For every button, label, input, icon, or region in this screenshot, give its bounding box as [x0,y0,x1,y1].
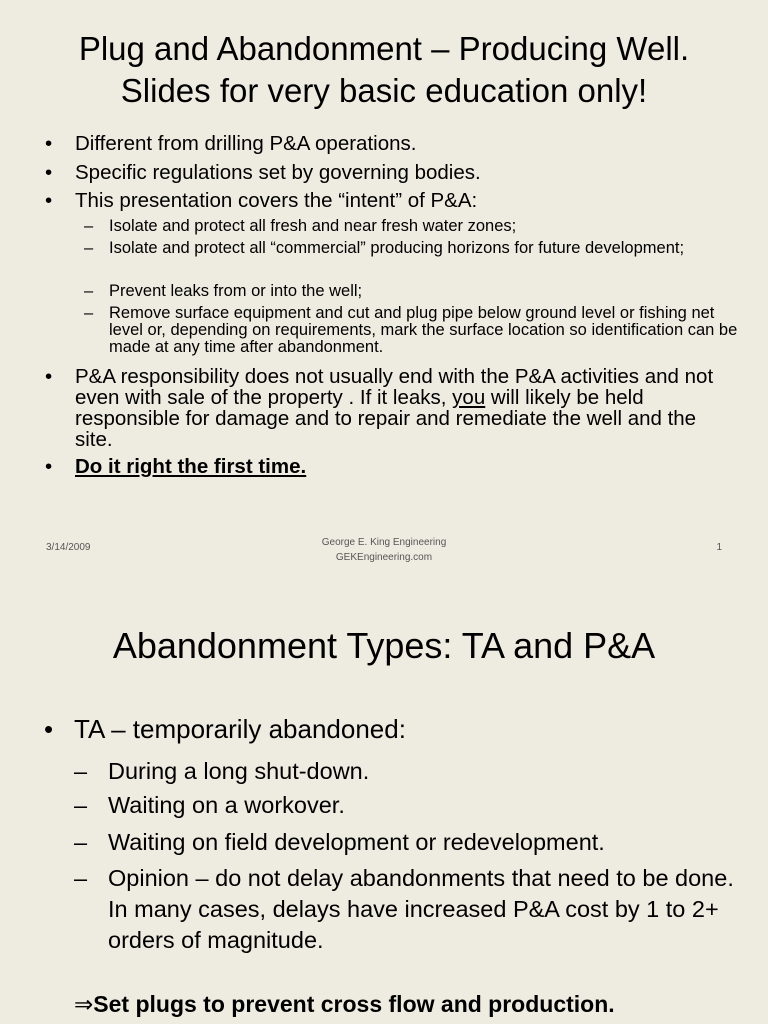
sub-bullet-text: Isolate and protect all fresh and near fresh water zones; [109,217,517,235]
footer-date: 3/14/2009 [46,542,91,553]
bullet-text: Different from drilling P&A operations. [75,132,417,155]
responsibility-part-1: P&A responsibility does not usually end with the P&A activities and not even with sale of the property . If it leaks, [75,365,714,409]
bullet-item [45,456,735,477]
responsibility-you: you [452,386,486,409]
bullet-icon: • [45,189,53,212]
title-line-2: Slides for very basic education only! [120,72,648,109]
bullet-icon: • [45,365,53,388]
sub-bullet-item [74,756,734,787]
sub-bullet-item [74,827,734,858]
slide-title: Abandonment Types: TA and P&A [112,625,656,666]
sub-bullet-text: Waiting on a workover. [108,792,345,818]
title-line-1: Plug and Abandonment – Producing Well. [78,30,690,67]
sub-bullet-text: Isolate and protect all “commercial” producing horizons for future development; [109,239,685,257]
footer-credit [284,535,484,565]
bullet-item [45,133,735,154]
bullet-text: TA – temporarily abandoned: [74,714,406,744]
bullet-item [44,714,744,745]
sub-bullet-item [84,218,744,235]
sub-bullet-text: During a long shut-down. [108,758,370,784]
dash-icon: – [74,792,88,818]
dash-icon: – [84,304,94,322]
conclusion-item [74,989,754,1020]
bullet-icon: • [44,714,54,744]
dash-icon: – [84,239,94,257]
bullet-icon: • [45,132,53,155]
sub-bullet-item [84,240,744,257]
slide-2 [0,576,768,1024]
final-bullet-text: Do it right the first time. [75,455,307,478]
dash-icon: – [74,865,88,891]
sub-bullet-item [74,863,734,956]
bullet-item [45,366,735,450]
slide-title [20,28,748,112]
sub-bullet-text: Remove surface equipment and cut and plug pipe below ground level or fishing net level or, depending on requirements, mark the surface location so identification can be made at any time after abandonment. [109,304,738,356]
bullet-item [45,190,735,211]
bullet-item [45,162,735,183]
bullet-icon: • [45,161,53,184]
responsibility-text [45,366,735,450]
dash-icon: – [84,282,94,300]
bullet-text: This presentation covers the “intent” of P&A: [75,189,478,212]
sub-bullet-item [84,305,744,356]
sub-bullet-text: Prevent leaks from or into the well; [109,282,363,300]
implies-arrow-icon: ⇒ [74,991,94,1017]
sub-bullet-text: Waiting on field development or redevelopment. [108,829,605,855]
dash-icon: – [74,758,88,784]
footer-company: George E. King Engineering [321,537,447,548]
footer-page-number: 1 [716,542,722,553]
conclusion-text: Set plugs to prevent cross flow and production. [93,991,615,1017]
sub-bullet-item [74,790,734,821]
footer-website: GEKEngineering.com [335,552,433,563]
sub-bullet-item [84,283,744,300]
dash-icon: – [74,829,88,855]
sub-bullet-text: Opinion – do not delay abandonments that need to be done. In many cases, delays have increased P&A cost by 1 to 2+ orders of magnitude. [108,865,734,953]
responsibility-part-2: will likely be held responsible for damage and to repair and remediate the well and the site. [75,386,697,451]
bullet-icon: • [45,455,53,478]
bullet-text: Specific regulations set by governing bodies. [75,161,481,184]
dash-icon: – [84,217,94,235]
